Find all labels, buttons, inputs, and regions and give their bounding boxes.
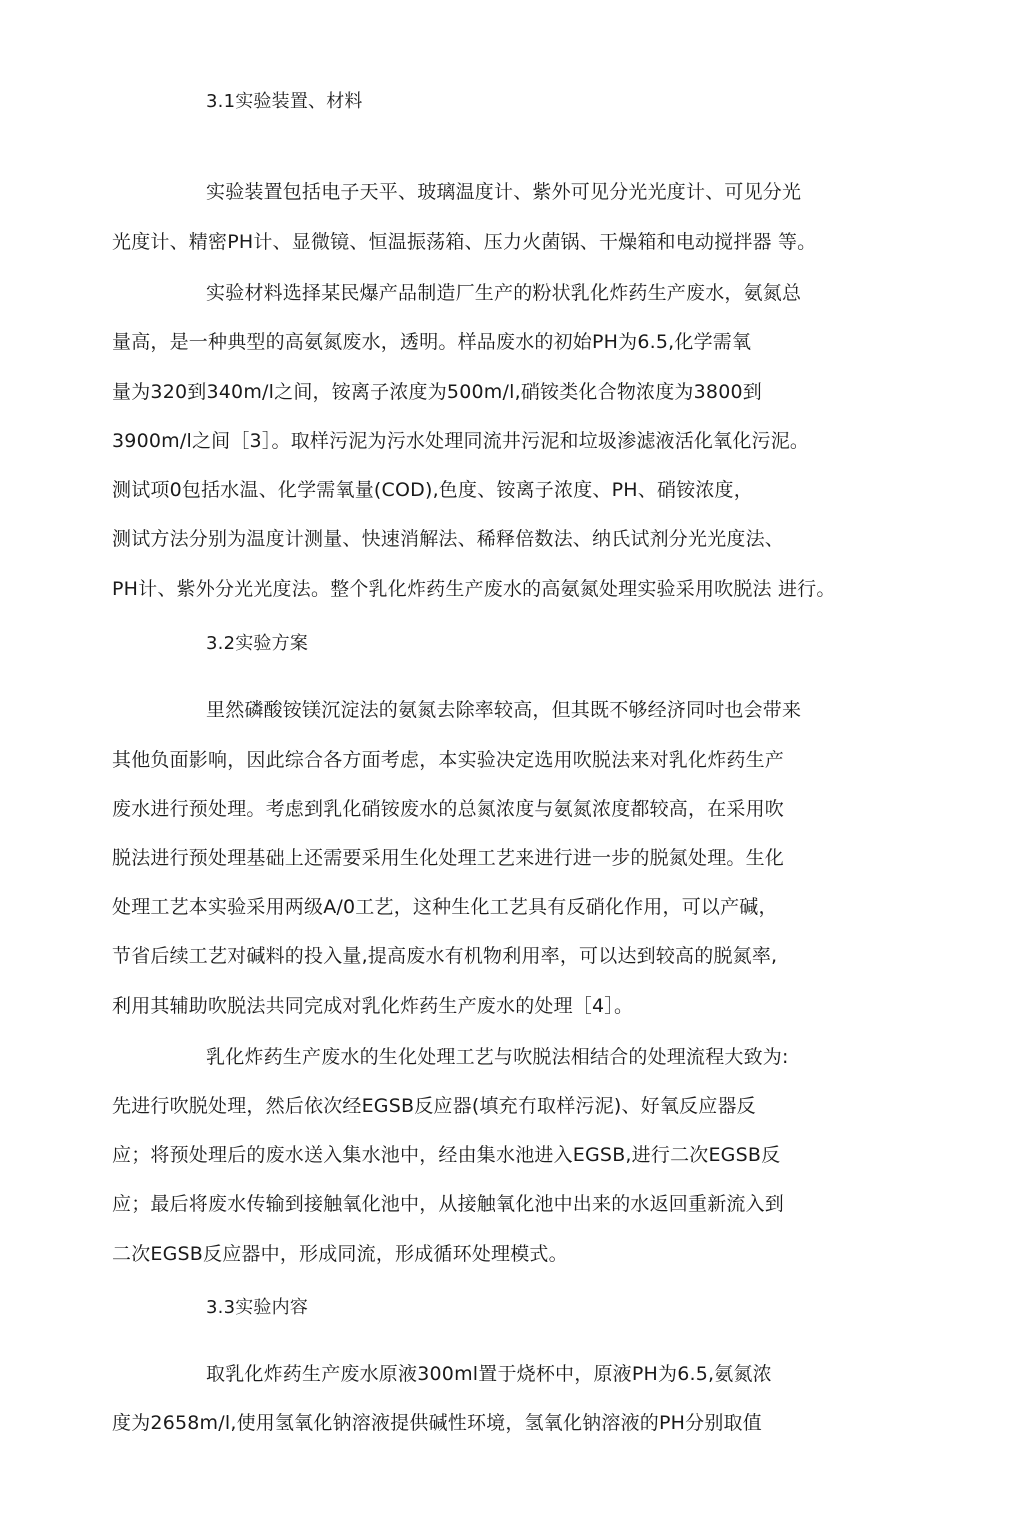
text-line: 取乳化炸药生产废水原液300ml置于烧杯中，原液PH为6.5,氨氮浓 <box>206 1363 772 1385</box>
text-line: 利用其辅助吹脱法共同完成对乳化炸药生产废水的处理［4］。 <box>112 995 634 1017</box>
text-line: 先进行吹脱处理，然后依次经EGSB反应器(填充冇取样污泥)、好氧反应器反 <box>112 1095 756 1117</box>
section-heading-3-2: 3.2实验方案 <box>206 633 309 654</box>
text-line: 节省后续工艺对碱料的投入量,提高废水有机物利用率，可以达到较高的脱氮率, <box>112 945 778 967</box>
section-heading-3-1: 3.1实验装置、材料 <box>206 91 363 112</box>
text-line: 处理工艺本实验采用两级A/0工艺，这种生化工艺具有反硝化作用，可以产碱， <box>112 896 778 918</box>
text-line: 废水进行预处理。考虑到乳化硝铵废水的总氮浓度与氨氮浓度都较高，在采用吹 <box>112 798 785 820</box>
text-line: 二次EGSB反应器中，形成同流，形成循环处理模式。 <box>112 1243 568 1265</box>
text-line: 里然磷酸铵镁沉淀法的氨氮去除率较高，但其既不够经济同吋也会带来 <box>206 699 802 721</box>
text-line: PH计、紫外分光光度法。整个乳化炸药生产废水的高氨氮处理实验采用吹脱法 进行。 <box>112 578 836 600</box>
section-heading-3-3: 3.3实验内容 <box>206 1297 309 1318</box>
text-line: 脱法进行预处理基础上还需要采用生化处理工艺来进行进一步的脱氮处理。生化 <box>112 847 785 869</box>
text-line: 量为320到340m/l之间，铵离子浓度为500m/l,硝铵类化合物浓度为3800到 <box>112 381 762 403</box>
text-line: 其他负面影响，因此综合各方面考虑，本实验决定选用吹脱法来对乳化炸药生产 <box>112 749 785 771</box>
text-line: 应；将预处理后的废水送入集水池中，经由集水池进入EGSB,进行二次EGSB反 <box>112 1144 781 1166</box>
text-line: 乳化炸药生产废水的生化处理工艺与吹脱法相结合的处理流程大致为: <box>206 1046 789 1068</box>
text-line: 测试方法分别为温度计测量、快速消解法、稀释倍数法、纳氏试剂分光光度法、 <box>112 528 785 550</box>
text-line: 量高，是一种典型的高氨氮废水，透明。样品废水的初始PH为6.5,化学需氧 <box>112 331 752 353</box>
text-line: 实验材料选择某民爆产品制造厂生产的粉状乳化炸药生产废水，氨氮总 <box>206 282 802 304</box>
text-line: 测试项0包括水温、化学需氧量(COD),色度、铵离子浓度、PH、硝铵浓度， <box>112 479 753 501</box>
text-line: 3900m/l之间［3］。取样污泥为污水处理同流井污泥和垃圾渗滤液活化氧化污泥。 <box>112 430 810 452</box>
text-line: 光度计、精密PH计、显微镜、恒温振荡箱、压力火菌锅、干燥箱和电动搅拌器 等。 <box>112 231 817 253</box>
text-line: 应；最后将废水传输到接触氧化池中，从接触氧化池中出来的水返回重新流入到 <box>112 1193 785 1215</box>
text-line: 度为2658m/l,使用氢氧化钠溶液提供碱性环境，氢氧化钠溶液的PH分别取值 <box>112 1412 762 1434</box>
text-line: 实验装置包括电子天平、玻璃温度计、紫外可见分光光度计、可见分光 <box>206 181 802 203</box>
